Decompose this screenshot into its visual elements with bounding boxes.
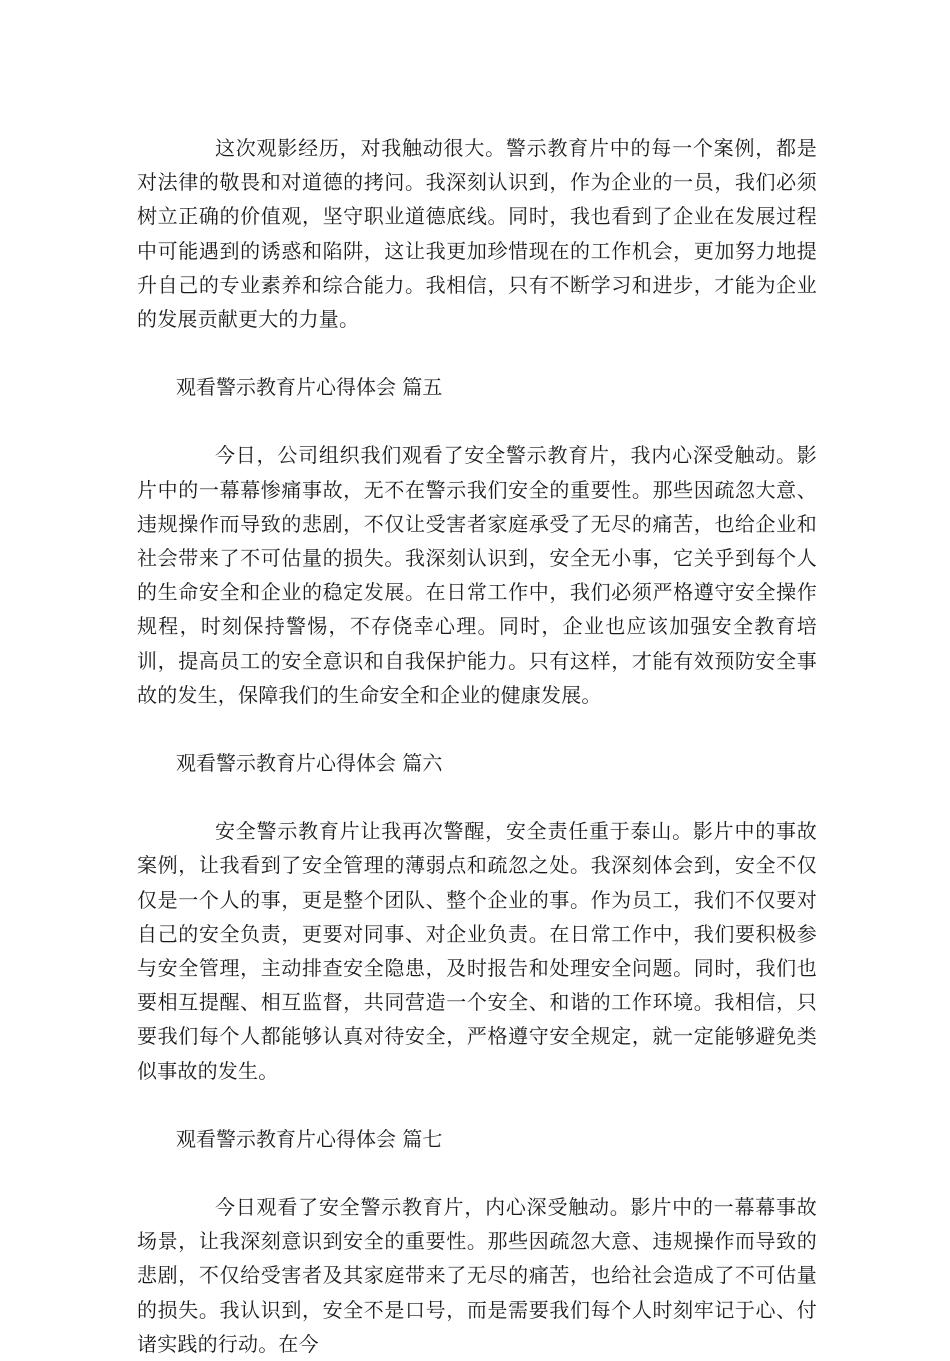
section-heading: 观看警示教育片心得体会 篇七 — [176, 1126, 443, 1151]
spacer — [137, 1088, 817, 1122]
section-heading: 观看警示教育片心得体会 篇六 — [176, 751, 443, 776]
spacer — [137, 1156, 817, 1190]
document-body — [137, 131, 817, 1361]
body-paragraph: 今日观看了安全警示教育片，内心深受触动。影片中的一幕幕事故场景，让我深刻意识到安全的重要性。那些因疏忽大意、违规操作而导致的悲剧，不仅给受害者及其家庭带来了无尽的痛苦，也给社会造成了不可估量的损失。我认识到，安全不是口号，而是需要我们每个人时刻牢记于心、付诸实践的行动。在今 — [137, 1195, 817, 1356]
spacer — [137, 336, 817, 370]
body-paragraph: 安全警示教育片让我再次警醒，安全责任重于泰山。影片中的事故案例，让我看到了安全管理的薄弱点和疏忽之处。我深刻体会到，安全不仅仅是一个人的事，更是整个团队、整个企业的事。作为员工，我们不仅要对自己的安全负责，更要对同事、对企业负责。在日常工作中，我们要积极参与安全管理，主动排查安全隐患，及时报告和处理安全问题。同时，我们也要相互提醒、相互监督，共同营造一个安全、和谐的工作环境。我相信，只要我们每个人都能够认真对待安全，严格遵守安全规定，就一定能够避免类似事故的发生。 — [137, 819, 817, 1083]
spacer — [137, 780, 817, 814]
spacer — [137, 712, 817, 746]
body-paragraph: 今日，公司组织我们观看了安全警示教育片，我内心深受触动。影片中的一幕幕惨痛事故，无不在警示我们安全的重要性。那些因疏忽大意、违规操作而导致的悲剧，不仅让受害者家庭承受了无尽的痛苦，也给企业和社会带来了不可估量的损失。我深刻认识到，安全无小事，它关乎到每个人的生命安全和企业的稳定发展。在日常工作中，我们必须严格遵守安全操作规程，时刻保持警惕，不存侥幸心理。同时，企业也应该加强安全教育培训，提高员工的安全意识和自我保护能力。只有这样，才能有效预防安全事故的发生，保障我们的生命安全和企业的健康发展。 — [137, 443, 817, 707]
body-paragraph: 这次观影经历，对我触动很大。警示教育片中的每一个案例，都是对法律的敬畏和对道德的拷问。我深刻认识到，作为企业的一员，我们必须树立正确的价值观，坚守职业道德底线。同时，我也看到了企业在发展过程中可能遇到的诱惑和陷阱，这让我更加珍惜现在的工作机会，更加努力地提升自己的专业素养和综合能力。我相信，只有不断学习和进步，才能为企业的发展贡献更大的力量。 — [137, 136, 817, 332]
spacer — [137, 404, 817, 438]
section-heading: 观看警示教育片心得体会 篇五 — [176, 375, 443, 400]
